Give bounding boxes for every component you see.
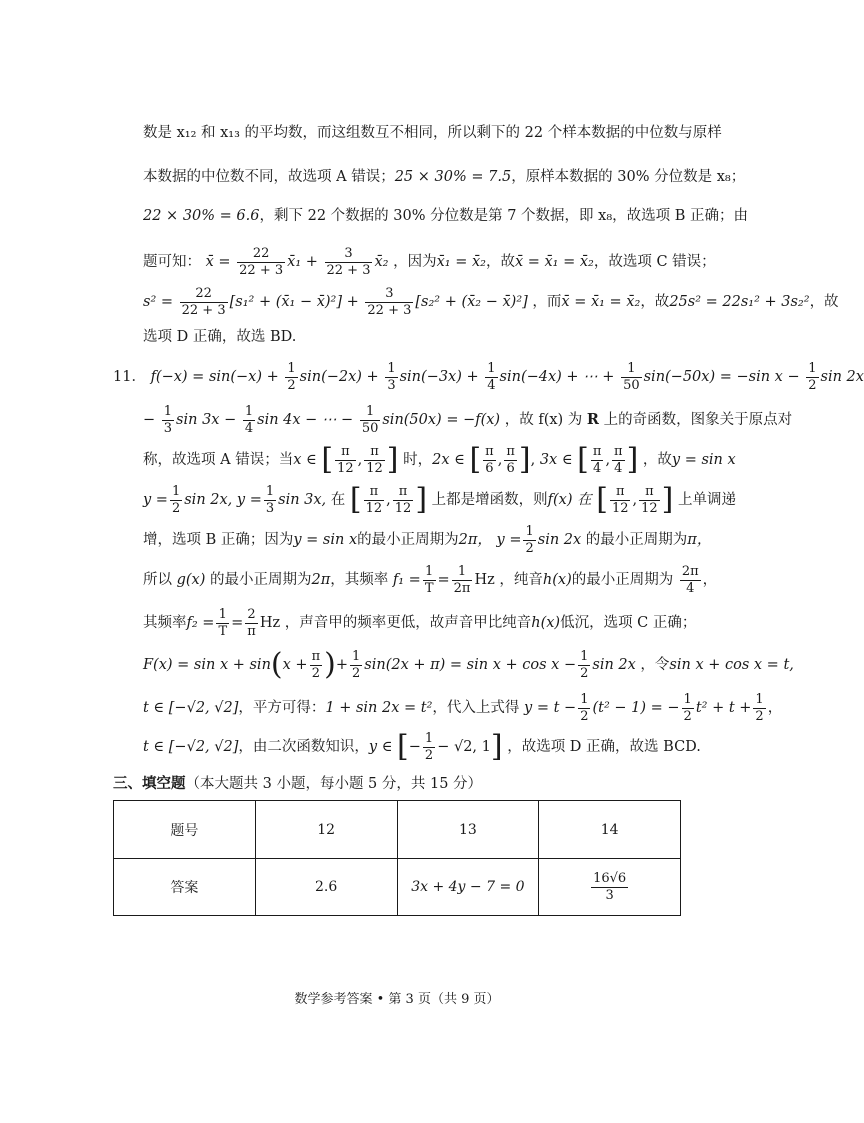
fraction: $\frac{1}{2}$ [580, 648, 589, 681]
fraction: $\frac{1}{2}$ [580, 691, 589, 724]
fraction: $\frac{\pi}{12}$ [366, 443, 383, 476]
fraction: $\frac{3}{22 + 3}$ [367, 285, 412, 318]
text-line: 本数据的中位数不同，故选项 A 错误；25 × 30% = 7.5，原样本数据的 30% 分位数是 x₈； [143, 169, 746, 185]
fraction: $\frac{1}{4}$ [244, 403, 254, 436]
text-line: 选项 D 正确，故选 BD. [143, 329, 297, 345]
fraction: $\frac{\pi}{12}$ [394, 483, 412, 516]
fraction: $\frac{2\pi}{4}$ [681, 563, 699, 596]
text-line: 称，故选项 A 错误；当x ∈ [ $\frac{\pi}{12}$ , $\frac{\pi}{12}$ ] 时，2x ∈ [ $\frac{\pi}{6}$ , $\frac{\pi}{6}$ ], 3x ∈ [ $\frac{\pi}{4}$ , $\frac{\pi}{4}$ ] ，故y = sin x [143, 442, 736, 477]
fraction: $\frac{1}{50}$ [361, 403, 379, 436]
text-line: 题可知： x̄ = $\frac{22}{22 + 3}$ x̄₁ + $\frac{3}{22 + 3}$ x̄₂ ，因为x̄₁ = x̄₂，故x̄ = x̄₁ = x̄₂，故选项 C 错误； [143, 245, 716, 278]
fraction: $\frac{16√6}{3}$ [593, 870, 627, 903]
page-footer: 数学参考答案 • 第 3 页（共 9 页） [294, 992, 500, 1007]
fraction: $\frac{\pi}{12}$ [641, 483, 658, 516]
fraction: $\frac{1}{2}$ [424, 730, 434, 763]
table-cell: 题号 [114, 801, 256, 859]
fraction: $\frac{22}{22 + 3}$ [239, 245, 284, 278]
fraction: $\frac{1}{2}$ [287, 360, 296, 393]
text-line: 数是 x₁₂ 和 x₁₃ 的平均数，而这组数互不相同，所以剩下的 22 个样本数据的中位数与原样 [143, 125, 722, 141]
text-line: − $\frac{1}{3}$ sin 3x − $\frac{1}{4}$ sin 4x − ⋯ − $\frac{1}{50}$ sin(50x) = −f(x) ，故 f(x) 为 R 上的奇函数，图象关于原点对 [143, 403, 793, 436]
table-row [114, 859, 681, 916]
fraction: $\frac{1}{4}$ [487, 360, 496, 393]
fraction: $\frac{\pi}{12}$ [611, 483, 629, 516]
fraction: $\frac{\pi}{12}$ [337, 443, 354, 476]
fraction: $\frac{2}{\pi}$ [247, 606, 256, 639]
table-cell: 2.6 [255, 859, 397, 916]
fraction: $\frac{1}{3}$ [387, 360, 396, 393]
table-cell [539, 859, 681, 916]
fraction: $\frac{1}{3}$ [163, 403, 173, 436]
text-line: y = $\frac{1}{2}$ sin 2x, y = $\frac{1}{3}$ sin 3x, 在 [ $\frac{\pi}{12}$ , $\frac{\pi}{12}$ ] 上都是增函数，则f(x) 在 [ $\frac{\pi}{12}$ , $\frac{\pi}{12}$ ] 上单调递 [143, 482, 736, 517]
section-heading: 三、填空题（本大题共 3 小题，每小题 5 分，共 15 分） [113, 775, 483, 792]
fraction: $\frac{1}{2}$ [171, 483, 181, 516]
table-cell: 3x + 4y − 7 = 0 [397, 859, 539, 916]
table-row [114, 801, 681, 859]
fraction: $\frac{22}{22 + 3}$ [181, 285, 226, 318]
fraction: $\frac{\pi}{6}$ [485, 443, 494, 476]
fraction: $\frac{\pi}{12}$ [365, 483, 383, 516]
text-line: 11． f(−x) = sin(−x) + $\frac{1}{2}$ sin(−2x) + $\frac{1}{3}$ sin(−3x) + $\frac{1}{4}$ sin(−4x) + ⋯ + $\frac{1}{50}$ sin(−50x) = −sin x − $\frac{1}{2}$ sin 2x [113, 360, 864, 393]
text-line: t ∈ [−√2, √2]，由二次函数知识，y ∈ [− $\frac{1}{2}$ − √2, 1] ，故选项 D 正确，故选 BCD. [143, 729, 701, 764]
text-line: 增，选项 B 正确；因为y = sin x的最小正周期为2π， y = $\frac{1}{2}$ sin 2x 的最小正周期为π， [143, 523, 712, 556]
fraction: $\frac{1}{2}$ [683, 691, 692, 724]
fraction: $\frac{1}{2}$ [352, 648, 361, 681]
fraction: $\frac{\pi}{6}$ [506, 443, 515, 476]
text-line: 22 × 30% = 6.6，剩下 22 个数据的 30% 分位数是第 7 个数据，即 x₈，故选项 B 正确；由 [143, 208, 749, 224]
fraction: $\frac{1}{2}$ [808, 360, 817, 393]
table-cell: 答案 [114, 859, 256, 916]
fraction: $\frac{1}{3}$ [265, 483, 275, 516]
fraction: $\frac{1}{2}$ [755, 691, 764, 724]
fraction: $\frac{1}{2\pi}$ [453, 563, 471, 596]
text-line: 其频率f₂ = $\frac{1}{T}$ = $\frac{2}{\pi}$ Hz ，声音甲的频率更低，故声音甲比纯音h(x)低沉，选项 C 正确； [143, 606, 697, 639]
text-line: t ∈ [−√2, √2]，平方可得：1 + sin 2x = t²，代入上式得 y = t − $\frac{1}{2}$ (t² − 1) = − $\frac{1}{2}$ t² + t + $\frac{1}{2}$ ， [143, 691, 783, 724]
table-cell: 12 [255, 801, 397, 859]
fraction: $\frac{1}{2}$ [525, 523, 534, 556]
fraction: $\frac{\pi}{4}$ [592, 443, 602, 476]
fraction: $\frac{\pi}{4}$ [614, 443, 623, 476]
table-cell: 14 [539, 801, 681, 859]
fraction: $\frac{3}{22 + 3}$ [326, 245, 371, 278]
table-cell: 13 [397, 801, 539, 859]
fraction: $\frac{1}{T}$ [218, 606, 228, 639]
answer-table [113, 800, 681, 916]
fraction: $\frac{\pi}{2}$ [311, 648, 321, 681]
text-line: 所以 g(x) 的最小正周期为2π，其频率 f₁ = $\frac{1}{T}$ = $\frac{1}{2\pi}$ Hz ，纯音h(x)的最小正周期为 $\frac{2\pi}{4}$ ， [143, 563, 718, 596]
fraction: $\frac{1}{50}$ [623, 360, 640, 393]
fraction: $\frac{1}{T}$ [424, 563, 434, 596]
text-line: F(x) = sin x + sin(x + $\frac{\pi}{2}$ )+ $\frac{1}{2}$ sin(2x + π) = sin x + cos x − $\frac{1}{2}$ sin 2x ，令sin x + cos x = t, [143, 647, 794, 682]
text-line: s² = $\frac{22}{22 + 3}$ [s₁² + (x̄₁ − x̄)²] + $\frac{3}{22 + 3}$ [s₂² + (x̄₂ − x̄)²] ，而x̄ = x̄₁ = x̄₂，故25s² = 22s₁² + 3s₂²，故 [143, 285, 839, 318]
